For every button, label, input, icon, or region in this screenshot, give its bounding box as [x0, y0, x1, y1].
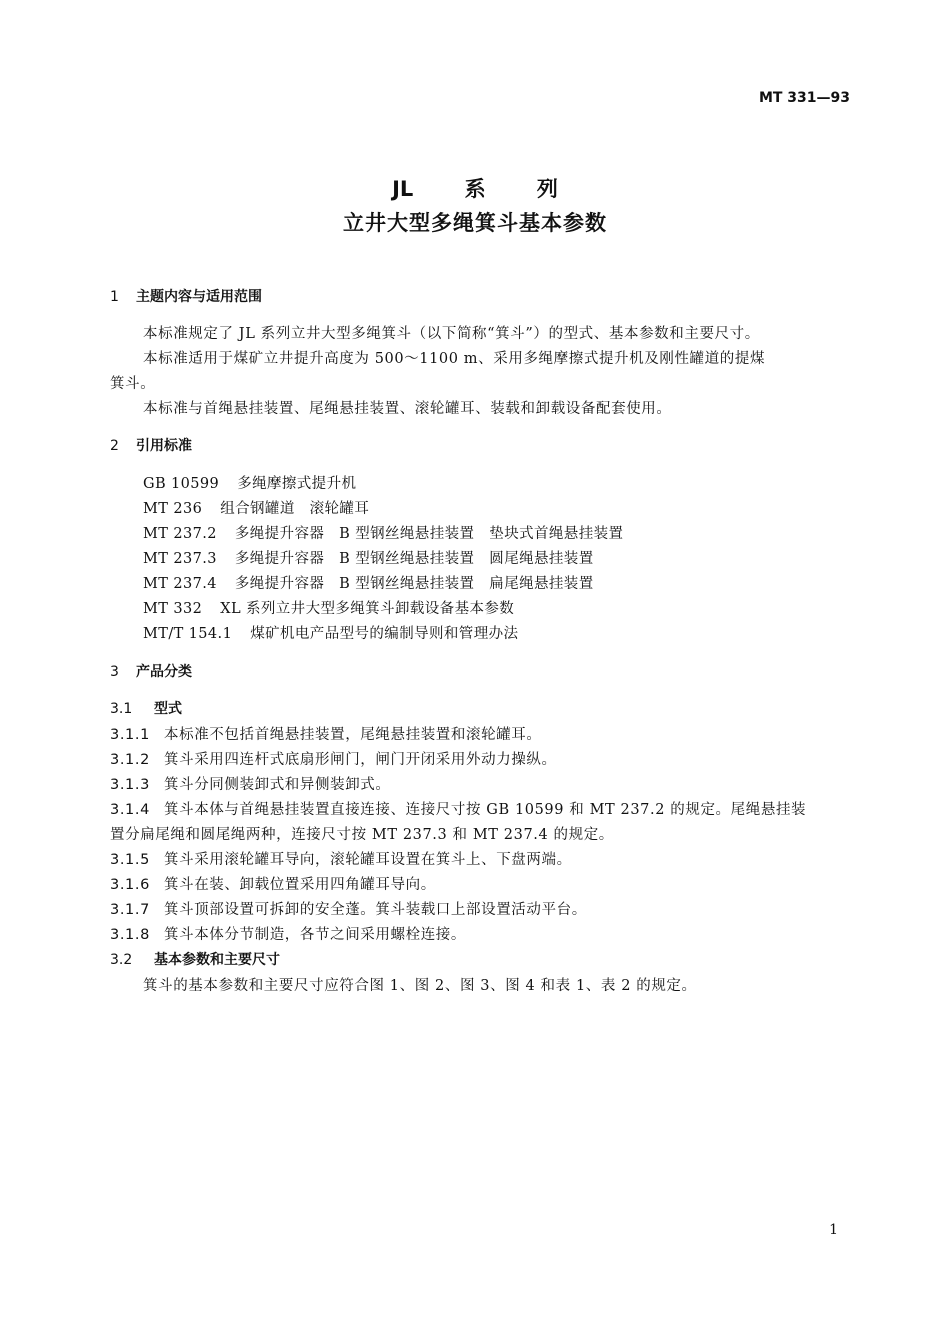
subsection-number: 3.2 — [110, 952, 133, 968]
section-number: 3 — [110, 664, 119, 680]
subsection-title: 型式 — [154, 701, 182, 717]
clause-number: 3.1.5 — [110, 852, 150, 868]
reference-item — [143, 522, 623, 543]
clause-number: 3.1.2 — [110, 752, 150, 768]
clause-text: 箕斗分同侧装卸式和异侧装卸式。 — [164, 777, 391, 793]
reference-title: 组合钢罐道 滚轮罐耳 — [220, 501, 370, 517]
reference-code: MT/T 154.1 — [143, 626, 233, 642]
clause-text: 箕斗采用四连杆式底扇形闸门，闸门开闭采用外动力操纵。 — [164, 752, 557, 768]
clause-item — [110, 848, 572, 869]
reference-title: 多绳提升容器 B 型钢丝绳悬挂装置 扁尾绳悬挂装置 — [234, 576, 594, 592]
clause-text: 箕斗本体分节制造，各节之间采用螺栓连接。 — [164, 927, 466, 943]
reference-title: 煤矿机电产品型号的编制导则和管理办法 — [250, 626, 519, 642]
reference-code: MT 236 — [143, 501, 203, 517]
subsection-3-2-heading — [110, 949, 280, 969]
reference-title: 多绳提升容器 B 型钢丝绳悬挂装置 垫块式首绳悬挂装置 — [234, 526, 624, 542]
paragraph: 本标准与首绳悬挂装置、尾绳悬挂装置、滚轮罐耳、装载和卸载设备配套使用。 — [143, 401, 672, 417]
title-line-2: 立井大型多绳箕斗基本参数 — [343, 211, 607, 235]
section-title: 主题内容与适用范围 — [136, 289, 262, 305]
reference-item — [143, 622, 518, 643]
section-title: 引用标准 — [136, 438, 192, 454]
clause-number: 3.1.1 — [110, 727, 150, 743]
section-2-heading — [110, 435, 192, 455]
clause-item — [110, 923, 466, 944]
section-number: 2 — [110, 438, 119, 454]
clause-continuation: 置分扁尾绳和圆尾绳两种，连接尺寸按 MT 237.3 和 MT 237.4 的规定。 — [110, 827, 614, 843]
clause-item — [110, 723, 542, 744]
section-title: 产品分类 — [136, 664, 192, 680]
clause-text: 箕斗在装、卸载位置采用四角罐耳导向。 — [164, 877, 436, 893]
reference-item — [143, 472, 356, 493]
reference-code: MT 237.4 — [143, 576, 217, 592]
paragraph: 箕斗的基本参数和主要尺寸应符合图 1、图 2、图 3、图 4 和表 1、表 2 的规定。 — [143, 978, 697, 994]
section-number: 1 — [110, 289, 119, 305]
reference-title: 多绳提升容器 B 型钢丝绳悬挂装置 圆尾绳悬挂装置 — [234, 551, 594, 567]
clause-item — [110, 898, 587, 919]
subsection-title: 基本参数和主要尺寸 — [154, 952, 280, 968]
reference-item — [143, 572, 594, 593]
clause-item — [110, 873, 436, 894]
paragraph: 本标准适用于煤矿立井提升高度为 500～1100 m、采用多绳摩擦式提升机及刚性罐道的提煤 — [143, 351, 766, 367]
reference-item — [143, 547, 594, 568]
title-line-1: JL 系 列 — [392, 177, 558, 201]
paragraph: 本标准规定了 JL 系列立井大型多绳箕斗（以下简称“箕斗”）的型式、基本参数和主要尺寸。 — [143, 326, 760, 342]
section-3-heading — [110, 661, 192, 681]
page-number: 1 — [829, 1222, 838, 1238]
clause-number: 3.1.7 — [110, 902, 150, 918]
clause-item — [110, 773, 391, 794]
subsection-number: 3.1 — [110, 701, 133, 717]
clause-text: 箕斗采用滚轮罐耳导向，滚轮罐耳设置在箕斗上、下盘两端。 — [164, 852, 572, 868]
reference-code: MT 237.2 — [143, 526, 217, 542]
clause-number: 3.1.6 — [110, 877, 150, 893]
reference-code: MT 237.3 — [143, 551, 217, 567]
subsection-3-1-heading — [110, 698, 182, 718]
clause-item — [110, 748, 557, 769]
document-code: MT 331—93 — [758, 90, 850, 106]
section-1-heading — [110, 286, 262, 306]
reference-title: 多绳摩擦式提升机 — [237, 476, 357, 492]
clause-text: 箕斗本体与首绳悬挂装置直接连接、连接尺寸按 GB 10599 和 MT 237.2 的规定。尾绳悬挂装 — [164, 802, 807, 818]
reference-item — [143, 597, 514, 618]
paragraph-continuation: 箕斗。 — [110, 376, 156, 392]
reference-code: MT 332 — [143, 601, 203, 617]
clause-number: 3.1.3 — [110, 777, 150, 793]
reference-code: GB 10599 — [143, 476, 220, 492]
clause-number: 3.1.4 — [110, 802, 150, 818]
clause-text: 箕斗顶部设置可拆卸的安全蓬。箕斗装载口上部设置活动平台。 — [164, 902, 587, 918]
clause-number: 3.1.8 — [110, 927, 150, 943]
clause-item — [110, 798, 806, 819]
reference-title: XL 系列立井大型多绳箕斗卸载设备基本参数 — [220, 601, 515, 617]
reference-item — [143, 497, 369, 518]
clause-text: 本标准不包括首绳悬挂装置，尾绳悬挂装置和滚轮罐耳。 — [164, 727, 542, 743]
